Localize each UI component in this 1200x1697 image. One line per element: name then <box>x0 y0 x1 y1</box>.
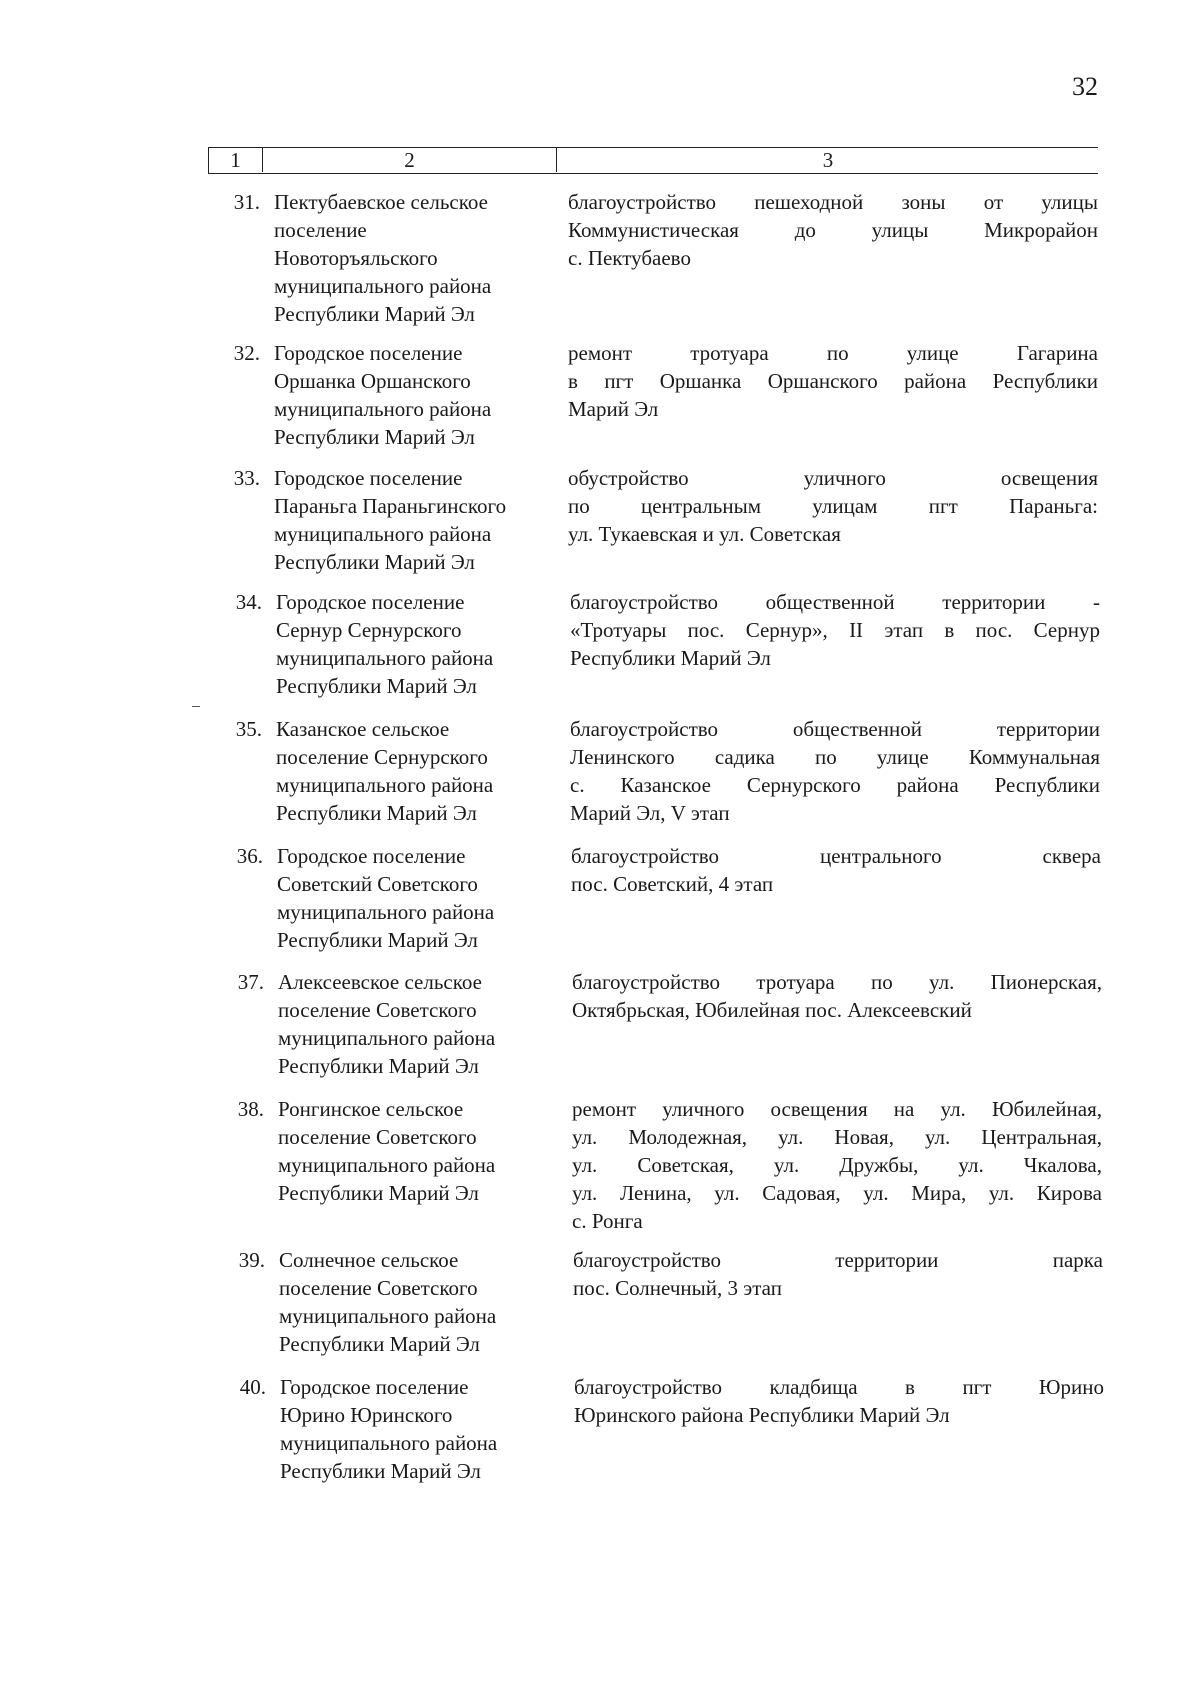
description-line: Октябрьская, Юбилейная пос. Алексеевский <box>572 998 972 1022</box>
table-header-col-1: 1 <box>209 148 263 172</box>
description-line: Марий Эл, V этап <box>570 801 730 825</box>
municipality-name: Городское поселение Сернур Сернурского муниципального района Республики Марий Эл <box>276 590 494 698</box>
description-line: ул. Советская, ул. Дружбы, ул. Чкалова, <box>572 1153 1102 1177</box>
table-header-col-2: 2 <box>263 148 557 172</box>
project-description <box>570 588 1100 672</box>
municipality-name: Ронгинское сельское поселение Советского муниципального района Республики Марий Эл <box>278 1097 496 1205</box>
table-header-row <box>208 147 1098 174</box>
description-line: благоустройство кладбища в пгт Юрино <box>574 1375 1104 1399</box>
description-line: ул. Тукаевская и ул. Советская <box>568 522 841 546</box>
description-line: «Тротуары пос. Сернур», II этап в пос. Сернур <box>570 618 1100 642</box>
description-line: с. Казанское Сернурского района Республики <box>570 773 1100 797</box>
row-number: 33. <box>233 466 260 490</box>
description-line: Коммунистическая до улицы Микрорайон <box>568 218 1098 242</box>
description-line: пос. Советский, 4 этап <box>571 872 774 896</box>
project-description <box>571 842 1101 898</box>
description-line: обустройство уличного освещения <box>568 466 1098 490</box>
description-line: благоустройство территории парка <box>573 1248 1103 1272</box>
row-number: 35. <box>235 717 262 741</box>
description-line: Марий Эл <box>568 397 659 421</box>
description-line: благоустройство пешеходной зоны от улицы <box>568 190 1098 214</box>
row-number: 38. <box>237 1097 264 1121</box>
description-line: ул. Молодежная, ул. Новая, ул. Центральная, <box>572 1125 1102 1149</box>
description-line: Юринского района Республики Марий Эл <box>574 1403 950 1427</box>
project-description <box>573 1246 1103 1302</box>
row-number: 34. <box>235 590 262 614</box>
project-description <box>568 464 1098 548</box>
margin-mark <box>192 706 200 707</box>
description-line: благоустройство общественной территории <box>570 717 1100 741</box>
description-line: в пгт Оршанка Оршанского района Республики <box>568 369 1098 393</box>
description-line: ремонт уличного освещения на ул. Юбилейная, <box>572 1097 1102 1121</box>
row-number: 39. <box>238 1248 265 1272</box>
description-line: пос. Солнечный, 3 этап <box>573 1276 782 1300</box>
table-header-col-3: 3 <box>822 148 834 172</box>
description-line: с. Пектубаево <box>568 246 691 270</box>
description-line: благоустройство центрального сквера <box>571 844 1101 868</box>
municipality-name: Городское поселение Советский Советского муниципального района Республики Марий Эл <box>277 844 495 952</box>
row-number: 37. <box>237 970 264 994</box>
municipality-name: Казанское сельское поселение Сернурского муниципального района Республики Марий Эл <box>276 717 494 825</box>
project-description <box>568 188 1098 272</box>
description-line: благоустройство тротуара по ул. Пионерская, <box>572 970 1102 994</box>
municipality-name: Городское поселение Параньга Параньгинского муниципального района Республики Марий Эл <box>274 466 507 574</box>
description-line: благоустройство общественной территории - <box>570 590 1100 614</box>
municipality-name: Городское поселение Юрино Юринского муниципального района Республики Марий Эл <box>280 1375 498 1483</box>
municipality-name: Алексеевское сельское поселение Советского муниципального района Республики Марий Эл <box>278 970 496 1078</box>
municipality-name: Пектубаевское сельское поселение Новоторъяльского муниципального района Республики Марий Эл <box>274 190 492 326</box>
row-number: 40. <box>239 1375 266 1399</box>
project-description <box>570 715 1100 827</box>
row-number: 32. <box>233 341 260 365</box>
project-description <box>568 339 1098 423</box>
row-number: 36. <box>236 844 263 868</box>
page-number: 32 <box>1072 72 1098 101</box>
municipality-name: Городское поселение Оршанка Оршанского муниципального района Республики Марий Эл <box>274 341 492 449</box>
row-number: 31. <box>233 190 260 214</box>
description-line: ремонт тротуара по улице Гагарина <box>568 341 1098 365</box>
project-description <box>572 968 1102 1024</box>
project-description <box>574 1373 1104 1429</box>
municipality-name: Солнечное сельское поселение Советского муниципального района Республики Марий Эл <box>279 1248 497 1356</box>
project-description <box>572 1095 1102 1235</box>
description-line: Республики Марий Эл <box>570 646 771 670</box>
description-line: по центральным улицам пгт Параньга: <box>568 494 1098 518</box>
description-line: Ленинского садика по улице Коммунальная <box>570 745 1100 769</box>
description-line: с. Ронга <box>572 1209 643 1233</box>
description-line: ул. Ленина, ул. Садовая, ул. Мира, ул. Кирова <box>572 1181 1102 1205</box>
